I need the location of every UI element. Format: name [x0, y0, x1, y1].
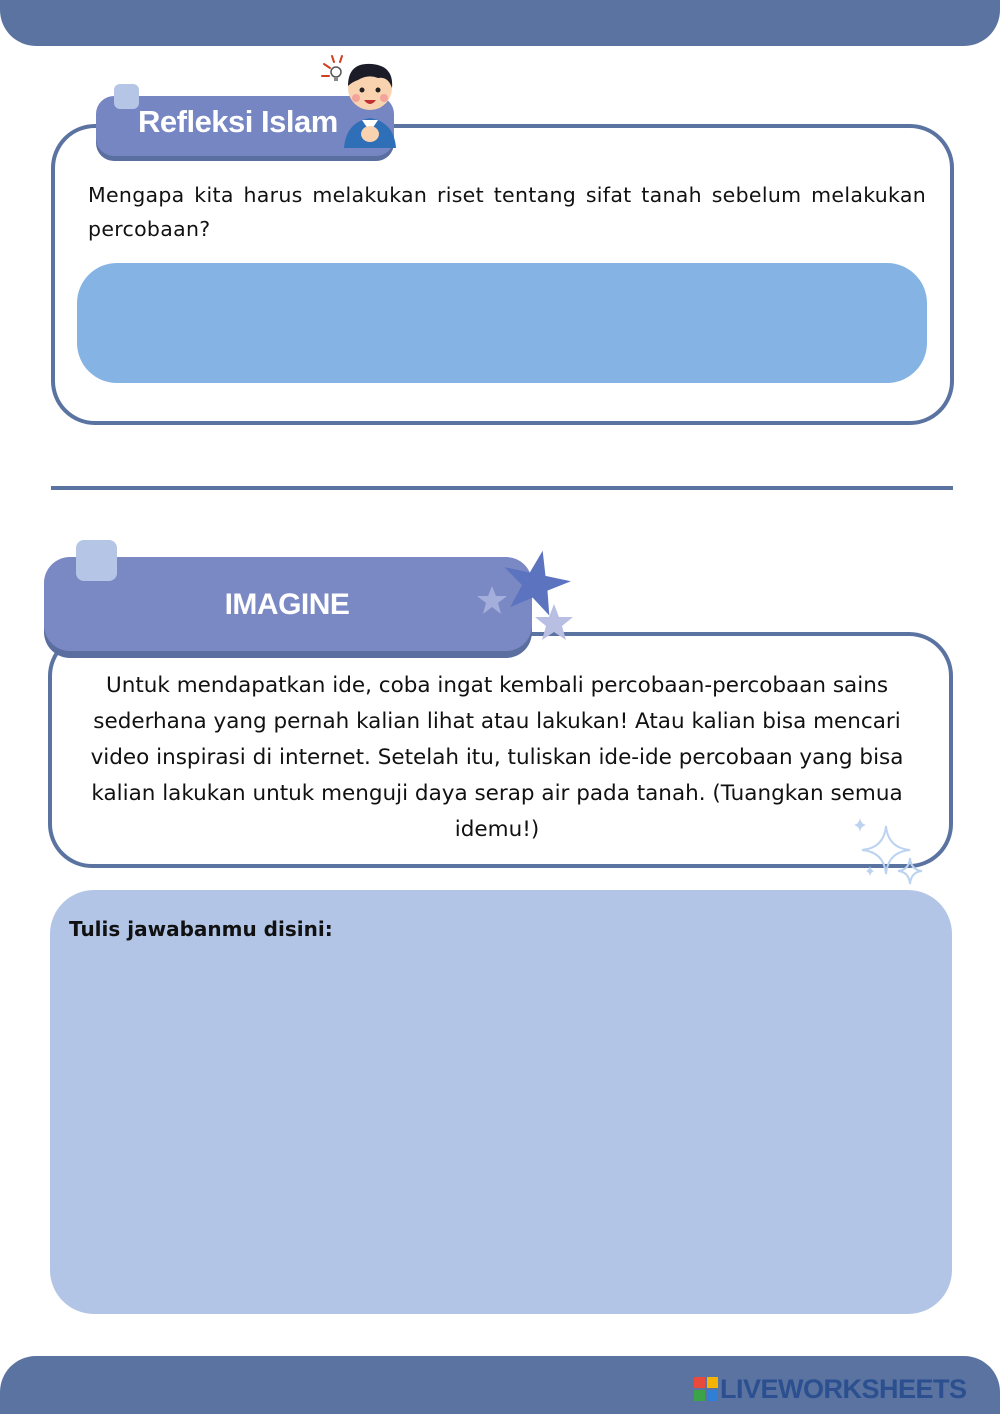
section-divider [51, 486, 953, 490]
imagine-title: IMAGINE [224, 588, 350, 621]
liveworksheets-brand[interactable] [694, 1374, 967, 1404]
imagine-tab-square [76, 540, 117, 581]
imagine-instruction: Untuk mendapatkan ide, coba ingat kembali percobaan-percobaan sains sederhana yang pernah kalian lihat atau lakukan! Atau kalian bisa mencari video inspirasi di internet. Setelah itu, tuliskan ide-ide percobaan yang bisa kalian lakukan untuk menguji daya serap air pada tanah. (Tuangkan semua idemu!) [90, 673, 904, 842]
imagine-answer-field[interactable] [50, 890, 952, 1314]
sparkle-icon [848, 812, 932, 894]
brand-text: LIVEWORKSHEETS [720, 1373, 967, 1404]
reflection-question: Mengapa kita harus melakukan riset tentang sifat tanah sebelum melakukan percobaan? [88, 183, 926, 241]
top-banner [0, 0, 1000, 46]
answer-label: Tulis jawabanmu disini: [69, 917, 333, 941]
reflection-tab-square [114, 84, 139, 109]
liveworksheets-logo-icon [694, 1377, 718, 1401]
boy-idea-icon [318, 52, 402, 156]
stars-icon [470, 540, 590, 650]
reflection-answer-field[interactable] [77, 263, 927, 383]
reflection-title: Refleksi Islam [138, 104, 338, 139]
